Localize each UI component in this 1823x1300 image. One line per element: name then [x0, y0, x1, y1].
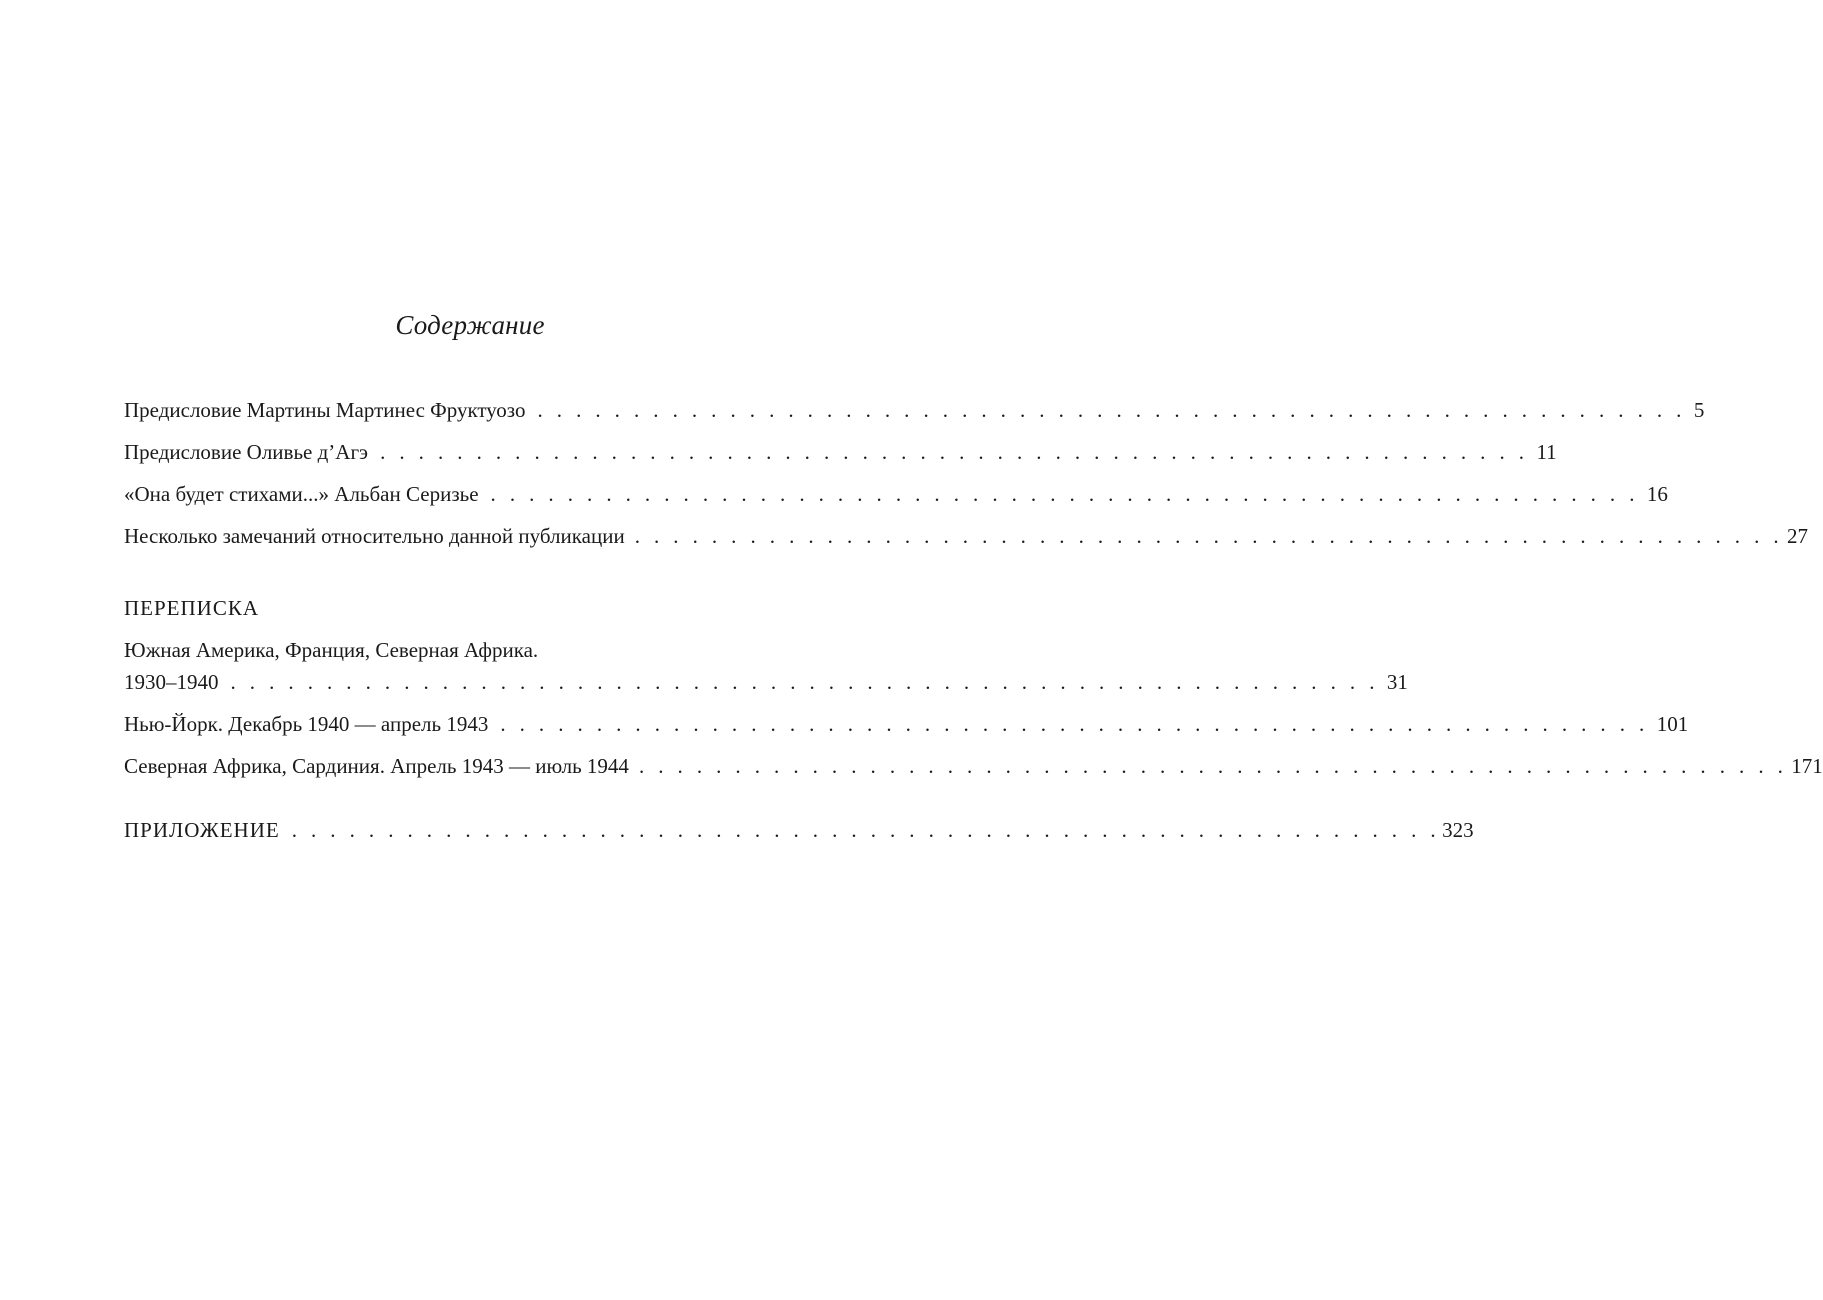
toc-entry-preface-dage[interactable] [124, 440, 1557, 468]
toc-entry-page: 171 [1791, 754, 1823, 778]
toc-entry-title: ПРИЛОЖЕНИЕ [124, 818, 280, 842]
toc-entry-page: 101 [1656, 712, 1689, 736]
toc-entry-title: 1930–1940 [124, 670, 219, 694]
dot-leader: . . . . . . . . . . . . . . . . . . . . . . . . . . . . . . . . . . . . . . . . . . . . . . . . . . . . . . . . . . . . [380, 440, 1529, 464]
toc-entry-page: 31 [1386, 670, 1408, 694]
dot-leader: . . . . . . . . . . . . . . . . . . . . . . . . . . . . . . . . . . . . . . . . . . . . . . . . . . . . . . . . . . . . [291, 818, 1441, 842]
toc-entry-page: 16 [1646, 482, 1668, 506]
dot-leader: . . . . . . . . . . . . . . . . . . . . . . . . . . . . . . . . . . . . . . . . . . . . . . . . . . . . . . . . . . . . [634, 524, 1784, 548]
toc-entry-title-line1[interactable]: Южная Америка, Франция, Северная Африка. [124, 638, 539, 662]
toc-entry-serizier[interactable] [124, 482, 1668, 510]
dot-leader: . . . . . . . . . . . . . . . . . . . . . . . . . . . . . . . . . . . . . . . . . . . . . . . . . . . . . . . . . . . . [638, 754, 1788, 778]
dot-leader: . . . . . . . . . . . . . . . . . . . . . . . . . . . . . . . . . . . . . . . . . . . . . . . . . . . . . . . . . . . . [537, 398, 1686, 422]
dot-leader: . . . . . . . . . . . . . . . . . . . . . . . . . . . . . . . . . . . . . . . . . . . . . . . . . . . . . . . . . . . . [500, 712, 1649, 736]
section-heading: ПЕРЕПИСКА [124, 596, 260, 620]
toc-entry-preface-fructuoso[interactable] [124, 398, 1705, 426]
toc-entry-title: Нью-Йорк. Декабрь 1940 — апрель 1943 [124, 712, 489, 736]
dot-leader: . . . . . . . . . . . . . . . . . . . . . . . . . . . . . . . . . . . . . . . . . . . . . . . . . . . . . . . . . . . . [230, 670, 1379, 694]
toc-heading: Содержание [395, 310, 545, 340]
toc-entry-south-america[interactable] [124, 670, 1408, 698]
toc-entry-title: «Она будет стихами...» Альбан Серизье [124, 482, 479, 506]
toc-entry-north-africa-sardinia[interactable] [124, 754, 1823, 782]
toc-entry-page: 5 [1693, 398, 1705, 422]
toc-entry-title: Северная Африка, Сардиния. Апрель 1943 — июль 1944 [124, 754, 629, 778]
toc-entry-page: 323 [1442, 818, 1474, 842]
dot-leader: . . . . . . . . . . . . . . . . . . . . . . . . . . . . . . . . . . . . . . . . . . . . . . . . . . . . . . . . . . . . [490, 482, 1639, 506]
toc-entry-page: 11 [1536, 440, 1557, 464]
toc-entry-title: Несколько замечаний относительно данной публикации [124, 524, 625, 548]
toc-entry-appendix[interactable] [124, 818, 1474, 846]
toc-entry-page: 27 [1787, 524, 1809, 548]
toc-entry-title: Предисловие Оливье д’Агэ [124, 440, 369, 464]
toc-entry-title: Предисловие Мартины Мартинес Фруктуозо [124, 398, 526, 422]
toc-entry-new-york[interactable] [124, 712, 1689, 740]
toc-entry-publication-notes[interactable] [124, 524, 1809, 552]
